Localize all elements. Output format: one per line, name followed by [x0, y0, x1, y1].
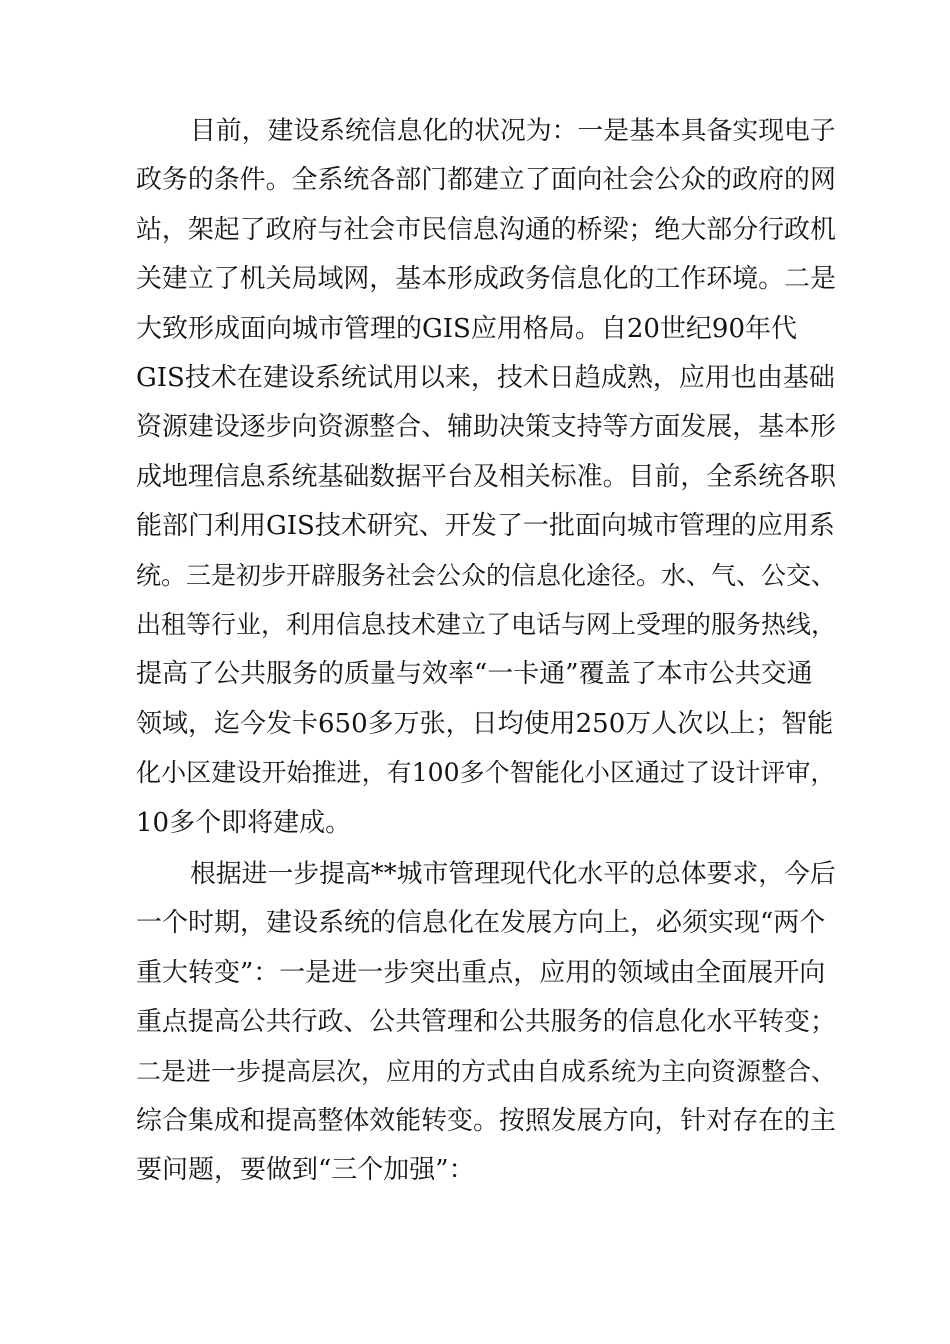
- paragraph-line: 政务的条件。全系统各部门都建立了面向社会公众的政府的网: [136, 165, 836, 196]
- paragraph-line: 提高了公共服务的质量与效率“一卡通”覆盖了本市公共交通: [136, 659, 813, 690]
- paragraph-line: 领域，迄今发卡650多万张，日均使用250万人次以上；智能: [136, 708, 834, 739]
- paragraph-line: 统。三是初步开辟服务社会公众的信息化途径。水、气、公交、: [136, 560, 837, 590]
- paragraph-line: 出租等行业，利用信息技术建立了电话与网上受理的服务热线，: [136, 610, 837, 639]
- paragraph-first-line: 根据进一步提高**城市管理现代化水平的总体要求，今后: [190, 859, 836, 889]
- paragraph-line: 二是进一步提高层次，应用的方式由自成系统为主向资源整合、: [136, 1056, 837, 1086]
- paragraph-line: 资源建设逐步向资源整合、辅助决策支持等方面发展，基本形: [136, 412, 836, 443]
- paragraph-line: 化小区建设开始推进，有100多个智能化小区通过了设计评审，: [136, 758, 836, 788]
- paragraph-line: 重点提高公共行政、公共管理和公共服务的信息化水平转变；: [136, 1007, 836, 1038]
- paragraph-line: 要问题，要做到“三个加强”：: [136, 1155, 475, 1186]
- paragraph-line: 重大转变”：一是进一步突出重点，应用的领域由全面展开向: [136, 957, 826, 988]
- paragraph-line: GIS技术在建设系统试用以来，技术日趋成熟，应用也由基础: [136, 363, 835, 393]
- paragraph-line: 综合集成和提高整体效能转变。按照发展方向，针对存在的主: [136, 1106, 836, 1136]
- paragraph-line: 一个时期，建设系统的信息化在发展方向上，必须实现“两个: [136, 908, 826, 939]
- paragraph-first-line: 目前，建设系统信息化的状况为：一是基本具备实现电子: [190, 116, 836, 146]
- paragraph-line: 站，架起了政府与社会市民信息沟通的桥梁；绝大部分行政机: [136, 214, 836, 245]
- paragraph-line: 成地理信息系统基础数据平台及相关标准。目前，全系统各职: [136, 461, 836, 492]
- paragraph-line: 10多个即将建成。: [136, 807, 352, 838]
- paragraph-line: 大致形成面向城市管理的GIS应用格局。自20世纪90年代: [136, 313, 798, 344]
- paragraph-line: 关建立了机关局域网，基本形成政务信息化的工作环境。二是: [136, 264, 836, 295]
- paragraph-line: 能部门利用GIS技术研究、开发了一批面向城市管理的应用系: [136, 511, 835, 542]
